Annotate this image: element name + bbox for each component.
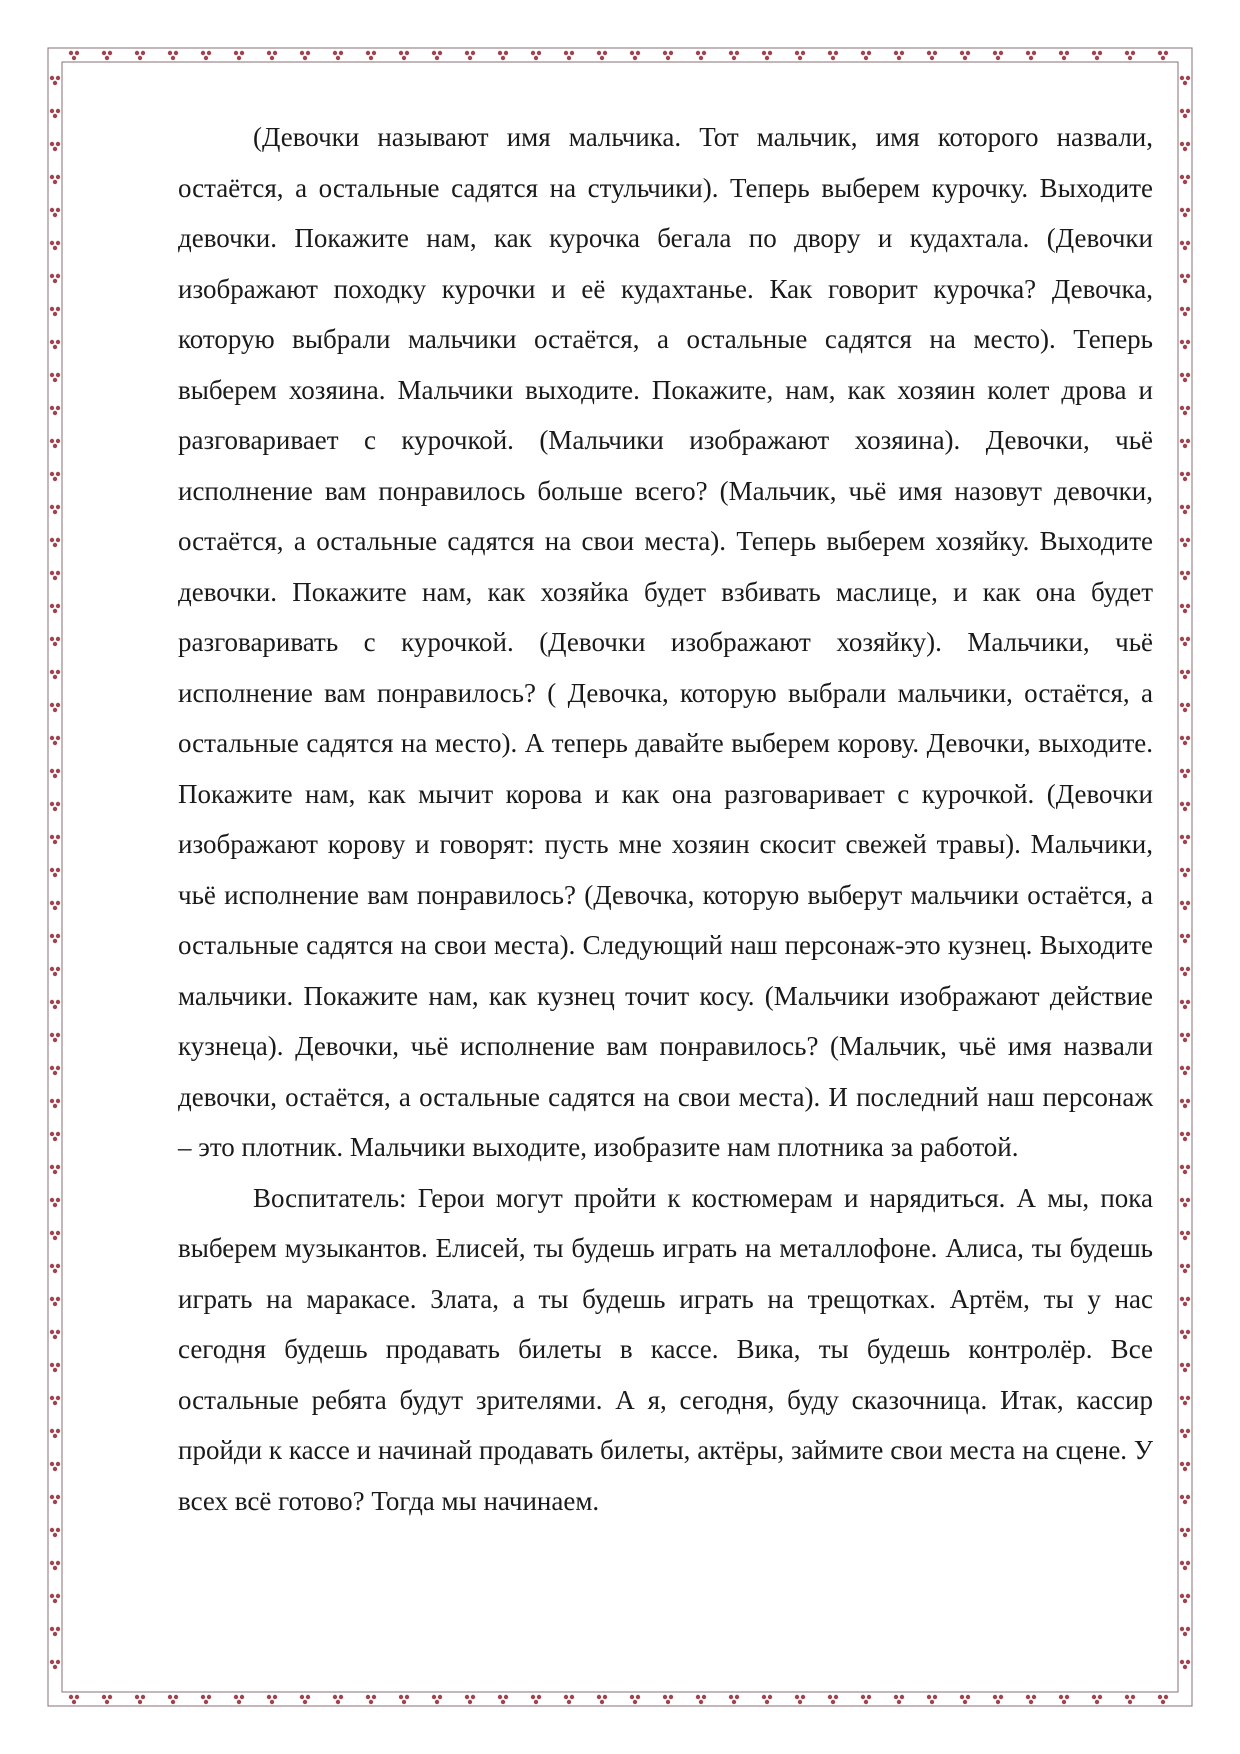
trefoil-ornament	[1180, 505, 1190, 514]
trefoil-ornament	[50, 1594, 60, 1603]
trefoil-ornament	[50, 1495, 60, 1504]
trefoil-ornament	[267, 51, 277, 60]
trefoil-ornament	[861, 51, 871, 60]
trefoil-ornament	[1180, 967, 1190, 976]
trefoil-ornament	[1180, 1495, 1190, 1504]
trefoil-ornament	[50, 934, 60, 943]
trefoil-ornament	[1059, 1695, 1069, 1704]
trefoil-ornament	[50, 637, 60, 646]
trefoil-ornament	[50, 1033, 60, 1042]
trefoil-ornament	[762, 1695, 772, 1704]
trefoil-ornament	[50, 1363, 60, 1372]
trefoil-ornament	[300, 1695, 310, 1704]
trefoil-ornament	[564, 1695, 574, 1704]
trefoil-ornament	[50, 373, 60, 382]
trefoil-ornament	[663, 51, 673, 60]
trefoil-ornament	[1180, 934, 1190, 943]
trefoil-ornament	[50, 967, 60, 976]
trefoil-ornament	[894, 1695, 904, 1704]
trefoil-ornament	[50, 835, 60, 844]
trefoil-ornament	[1180, 802, 1190, 811]
trefoil-ornament	[50, 670, 60, 679]
trefoil-ornament	[993, 51, 1003, 60]
trefoil-ornament	[168, 1695, 178, 1704]
trefoil-ornament	[1180, 604, 1190, 613]
trefoil-ornament	[234, 1695, 244, 1704]
trefoil-ornament	[828, 1695, 838, 1704]
trefoil-ornament	[267, 1695, 277, 1704]
trefoil-ornament	[828, 51, 838, 60]
trefoil-ornament	[597, 51, 607, 60]
trefoil-ornament	[50, 1066, 60, 1075]
trefoil-ornament	[1180, 1066, 1190, 1075]
trefoil-ornament	[50, 1660, 60, 1669]
trefoil-ornament	[1180, 1165, 1190, 1174]
trefoil-ornament	[1125, 51, 1135, 60]
trefoil-ornament	[498, 51, 508, 60]
trefoil-ornament	[663, 1695, 673, 1704]
trefoil-ornament	[50, 703, 60, 712]
trefoil-ornament	[1180, 1297, 1190, 1306]
trefoil-ornament	[50, 1297, 60, 1306]
trefoil-ornament	[333, 1695, 343, 1704]
trefoil-ornament	[50, 307, 60, 316]
trefoil-ornament	[69, 1695, 79, 1704]
trefoil-ornament	[465, 51, 475, 60]
trefoil-ornament	[234, 51, 244, 60]
trefoil-ornament	[50, 538, 60, 547]
trefoil-ornament	[927, 51, 937, 60]
trefoil-ornament	[1180, 703, 1190, 712]
trefoil-ornament	[50, 340, 60, 349]
trefoil-ornament	[300, 51, 310, 60]
trefoil-ornament	[993, 1695, 1003, 1704]
trefoil-ornament	[630, 51, 640, 60]
trefoil-ornament	[1180, 1462, 1190, 1471]
trefoil-ornament	[50, 1165, 60, 1174]
trefoil-ornament	[1180, 1363, 1190, 1372]
trefoil-ornament	[50, 802, 60, 811]
trefoil-ornament	[50, 604, 60, 613]
trefoil-ornament	[50, 76, 60, 85]
trefoil-ornament	[729, 1695, 739, 1704]
trefoil-ornament	[795, 1695, 805, 1704]
trefoil-ornament	[1092, 1695, 1102, 1704]
trefoil-ornament	[50, 1132, 60, 1141]
trefoil-ornament	[50, 274, 60, 283]
trefoil-ornament	[333, 51, 343, 60]
trefoil-ornament	[1158, 51, 1168, 60]
trefoil-ornament	[564, 51, 574, 60]
trefoil-ornament	[1180, 340, 1190, 349]
trefoil-ornament	[1180, 472, 1190, 481]
trefoil-ornament	[1180, 175, 1190, 184]
trefoil-ornament	[50, 1561, 60, 1570]
trefoil-ornament	[960, 51, 970, 60]
trefoil-ornament	[960, 1695, 970, 1704]
trefoil-ornament	[1180, 769, 1190, 778]
trefoil-ornament	[69, 51, 79, 60]
trefoil-ornament	[102, 1695, 112, 1704]
trefoil-ornament	[696, 1695, 706, 1704]
trefoil-ornament	[50, 1429, 60, 1438]
trefoil-ornament	[50, 439, 60, 448]
trefoil-ornament	[201, 51, 211, 60]
trefoil-ornament	[531, 1695, 541, 1704]
trefoil-ornament	[432, 1695, 442, 1704]
paragraph-1: (Девочки называют имя мальчика. Тот мальчик, имя которого назвали, остаётся, а остальные садятся на стульчики). Теперь выберем курочку. Выходите девочки. Покажите нам, как курочка бегала по двору и кудахтала. (Девочки изображают походку курочки и её кудахтанье. Как говорит курочка? Девочка, которую выбрали мальчики остаётся, а остальные садятся на место). Теперь выберем хозяина. Мальчики выходите. Покажите, нам, как хозяин колет дрова и разговаривает с курочкой. (Мальчики изображают хозяина). Девочки, чьё исполнение вам понравилось больше всего? (Мальчик, чьё имя назовут девочки, остаётся, а остальные садятся на свои места). Теперь выберем хозяйку. Выходите девочки. Покажите нам, как хозяйка будет взбивать маслице, и как она будет разговаривать с курочкой. (Девочки изображают хозяйку). Мальчики, чьё исполнение вам понравилось? ( Девочка, которую выбрали мальчики, остаётся, а остальные садятся на место). А теперь давайте выберем корову. Девочки, выходите. Покажите нам, как мычит корова и как она разговаривает с курочкой. (Девочки изображают корову и говорят: пусть мне хозяин скосит свежей травы). Мальчики, чьё исполнение вам понравилось? (Девочка, которую выберут мальчики остаётся, а остальные садятся на свои места). Следующий наш персонаж-это кузнец. Выходите мальчики. Покажите нам, как кузнец точит косу. (Мальчики изображают действие кузнеца). Девочки, чьё исполнение вам понравилось? (Мальчик, чьё имя назвали девочки, остаётся, а остальные садятся на свои места). И последний наш персонаж – это плотник. Мальчики выходите, изобразите нам плотника за работой.	[178, 122, 1153, 1162]
trefoil-ornament	[1180, 208, 1190, 217]
trefoil-ornament	[1180, 241, 1190, 250]
paragraph-2: Воспитатель: Герои могут пройти к костюмерам и нарядиться. А мы, пока выберем музыкантов. Елисей, ты будешь играть на металлофоне. Алиса, ты будешь играть на маракасе. Злата, а ты будешь играть на трещотках. Артём, ты у нас сегодня будешь продавать билеты в кассе. Вика, ты будешь контролёр. Все остальные ребята будут зрителями. А я, сегодня, буду сказочница. Итак, кассир пройди к кассе и начинай продавать билеты, актёры, займите свои места на сцене. У всех всё готово? Тогда мы начинаем.	[178, 1182, 1153, 1516]
trefoil-ornament	[927, 1695, 937, 1704]
trefoil-ornament	[366, 1695, 376, 1704]
trefoil-ornament	[50, 1396, 60, 1405]
trefoil-ornament	[1092, 51, 1102, 60]
trefoil-ornament	[696, 51, 706, 60]
trefoil-ornament	[1180, 1330, 1190, 1339]
trefoil-ornament	[50, 109, 60, 118]
trefoil-ornament	[1180, 307, 1190, 316]
trefoil-ornament	[50, 208, 60, 217]
trefoil-ornament	[795, 51, 805, 60]
trefoil-ornament	[1180, 1429, 1190, 1438]
trefoil-ornament	[498, 1695, 508, 1704]
trefoil-ornament	[1180, 1000, 1190, 1009]
trefoil-ornament	[399, 51, 409, 60]
trefoil-ornament	[50, 769, 60, 778]
trefoil-ornament	[50, 1000, 60, 1009]
trefoil-ornament	[729, 51, 739, 60]
trefoil-ornament	[1180, 1660, 1190, 1669]
trefoil-ornament	[1180, 1594, 1190, 1603]
trefoil-ornament	[50, 241, 60, 250]
trefoil-ornament	[1180, 1132, 1190, 1141]
trefoil-ornament	[1180, 538, 1190, 547]
trefoil-ornament	[1180, 406, 1190, 415]
trefoil-ornament	[50, 505, 60, 514]
trefoil-ornament	[597, 1695, 607, 1704]
trefoil-ornament	[1180, 1396, 1190, 1405]
trefoil-ornament	[1180, 76, 1190, 85]
trefoil-ornament	[1180, 439, 1190, 448]
trefoil-ornament	[1180, 1033, 1190, 1042]
trefoil-ornament	[1180, 1561, 1190, 1570]
trefoil-ornament	[762, 51, 772, 60]
trefoil-ornament	[50, 901, 60, 910]
trefoil-ornament	[1180, 373, 1190, 382]
trefoil-ornament	[1180, 1627, 1190, 1636]
trefoil-ornament	[1125, 1695, 1135, 1704]
trefoil-ornament	[50, 1198, 60, 1207]
trefoil-ornament	[1180, 1231, 1190, 1240]
trefoil-ornament	[50, 406, 60, 415]
trefoil-ornament	[1180, 670, 1190, 679]
trefoil-ornament	[50, 1231, 60, 1240]
trefoil-ornament	[1180, 274, 1190, 283]
trefoil-ornament	[50, 1264, 60, 1273]
trefoil-ornament	[1180, 571, 1190, 580]
trefoil-ornament	[861, 1695, 871, 1704]
trefoil-ornament	[102, 51, 112, 60]
trefoil-ornament	[50, 571, 60, 580]
trefoil-ornament	[465, 1695, 475, 1704]
trefoil-ornament	[1180, 835, 1190, 844]
trefoil-ornament	[1180, 1198, 1190, 1207]
trefoil-ornament	[135, 51, 145, 60]
trefoil-ornament	[1180, 109, 1190, 118]
trefoil-ornament	[894, 51, 904, 60]
trefoil-ornament	[168, 51, 178, 60]
trefoil-ornament	[1180, 1099, 1190, 1108]
trefoil-ornament	[50, 1330, 60, 1339]
trefoil-ornament	[50, 1099, 60, 1108]
trefoil-ornament	[399, 1695, 409, 1704]
trefoil-ornament	[1180, 637, 1190, 646]
trefoil-ornament	[366, 51, 376, 60]
trefoil-ornament	[1180, 1264, 1190, 1273]
trefoil-ornament	[201, 1695, 211, 1704]
trefoil-ornament	[135, 1695, 145, 1704]
trefoil-ornament	[1180, 736, 1190, 745]
trefoil-ornament	[1180, 901, 1190, 910]
trefoil-ornament	[1180, 1528, 1190, 1537]
trefoil-ornament	[1026, 1695, 1036, 1704]
trefoil-ornament	[50, 175, 60, 184]
trefoil-ornament	[50, 1627, 60, 1636]
trefoil-ornament	[50, 1528, 60, 1537]
trefoil-ornament	[50, 868, 60, 877]
trefoil-ornament	[1158, 1695, 1168, 1704]
trefoil-ornament	[432, 51, 442, 60]
trefoil-ornament	[1180, 868, 1190, 877]
trefoil-ornament	[50, 472, 60, 481]
trefoil-ornament	[1026, 51, 1036, 60]
document-text	[178, 112, 1153, 1526]
trefoil-ornament	[531, 51, 541, 60]
trefoil-ornament	[50, 142, 60, 151]
trefoil-ornament	[50, 736, 60, 745]
trefoil-ornament	[630, 1695, 640, 1704]
trefoil-ornament	[50, 1462, 60, 1471]
trefoil-ornament	[1180, 142, 1190, 151]
trefoil-ornament	[1059, 51, 1069, 60]
